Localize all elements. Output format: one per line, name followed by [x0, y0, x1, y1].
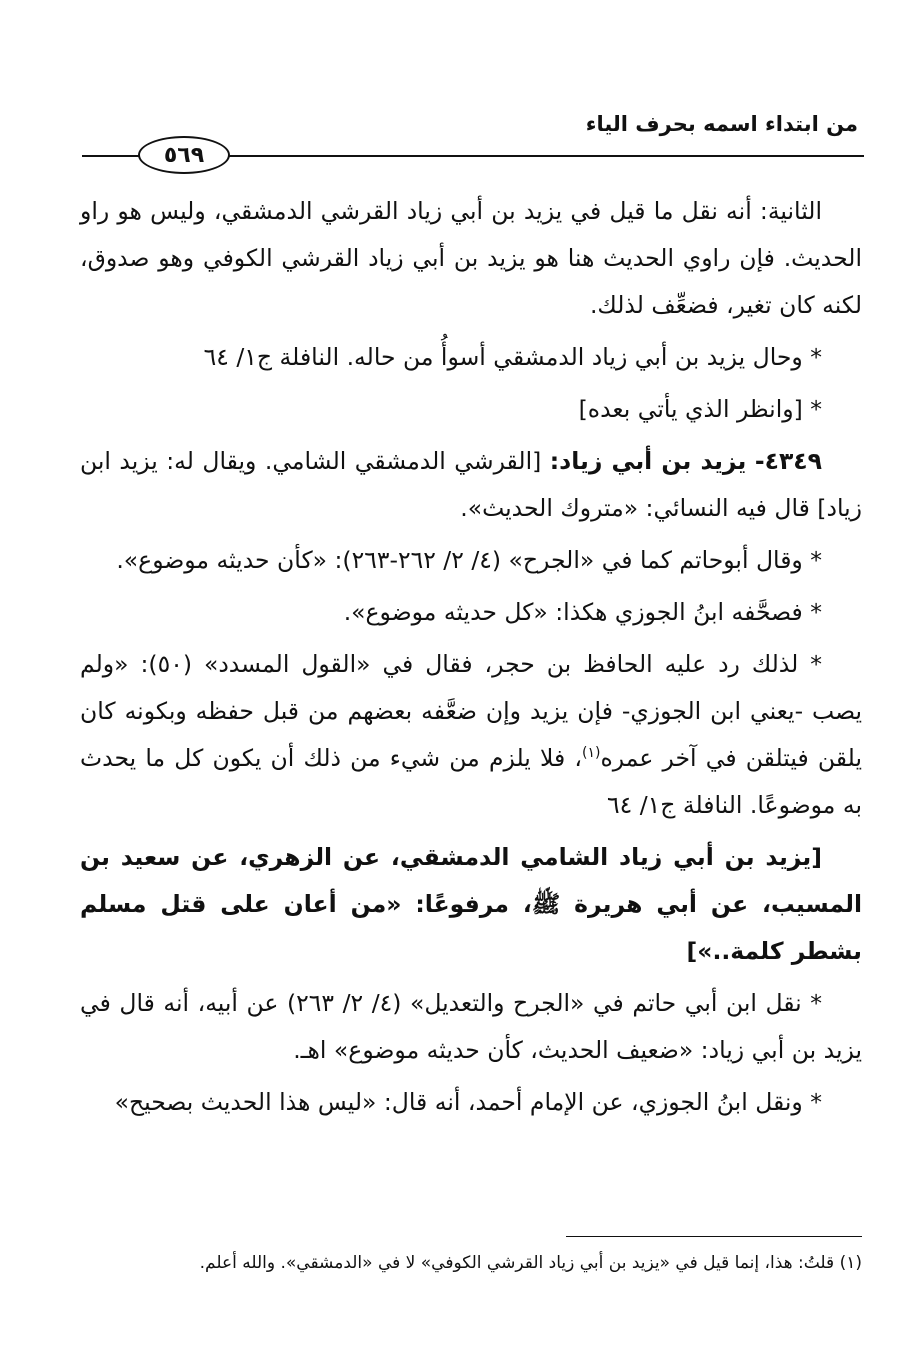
page-number: ٥٦٩ — [138, 136, 230, 174]
footnote: (١) قلتُ: هذا، إنما قيل في «يزيد بن أبي زياد القرشي الكوفي» لا في «الدمشقي». والله أعلم. — [199, 1253, 862, 1273]
paragraph-ibn-jawzi: * فصحَّفه ابنُ الجوزي هكذا: «كل حديثه موضوع». — [343, 598, 822, 626]
hadith-chain: يزيد بن أبي زياد الشامي الدمشقي، عن الزهري، عن سعيد بن المسيب، عن أبي هريرة ﷺ، مرفوعًا: «من أعان على قتل مسلم بشطر كلمة..» — [80, 843, 862, 965]
hadith-open-bracket: [ — [811, 843, 822, 871]
footnote-rule — [566, 1236, 862, 1237]
paragraph-imam-ahmad: * ونقل ابنُ الجوزي، عن الإمام أحمد، أنه قال: «ليس هذا الحديث بصحيح» — [114, 1088, 822, 1116]
entry-4349 — [80, 438, 862, 532]
hajar-text-b: ، فلا يلزم من شيء من ذلك أن يكون كل ما يحدث به موضوعًا. النافلة ج١/ ٦٤ — [80, 744, 862, 819]
paragraph-second-point: الثانية: أنه نقل ما قيل في يزيد بن أبي زياد القرشي الدمشقي، وليس هو راو الحديث. فإن راوي الحديث هنا هو يزيد بن أبي زياد القرشي الكوفي وهو صدوق، لكنه كان تغير، فضعِّف لذلك. — [80, 197, 862, 319]
entry-name: يزيد بن أبي زياد: — [549, 447, 747, 475]
entry-text: [القرشي الدمشقي الشامي. ويقال له: يزيد ابن زياد] قال فيه النسائي: «متروك الحديث». — [80, 447, 862, 522]
paragraph-see-next: * [وانظر الذي يأتي بعده] — [578, 395, 822, 423]
hadith-heading — [80, 834, 862, 975]
paragraph-ibn-abi-hatim: * نقل ابن أبي حاتم في «الجرح والتعديل» (٤/ ٢/ ٢٦٣) عن أبيه، أنه قال في يزيد بن أبي زياد: «ضعيف الحديث، كأن حديثه موضوع» اهـ. — [80, 989, 862, 1064]
hadith-close-bracket: ] — [686, 937, 698, 965]
entry-number: ٤٣٤٩- — [754, 447, 822, 475]
paragraph-ibn-hajar — [80, 641, 862, 829]
running-header-title: من ابتداء اسمه بحرف الياء — [585, 112, 858, 136]
footnote-marker: (١) — [582, 745, 601, 762]
paragraph-damascene-note: * وحال يزيد بن أبي زياد الدمشقي أسوأُ من حاله. النافلة ج١/ ٦٤ — [203, 343, 822, 371]
main-text — [80, 188, 862, 1131]
hajar-text-a: * لذلك رد عليه الحافظ بن حجر، فقال في «القول المسدد» (٥٠): «ولم يصب -يعني ابن الجوزي- فإن يزيد وإن ضعَّفه بعضهم من قبل حفظه وبكونه كان يلقن فيتلقن في آخر عمره — [80, 650, 862, 772]
paragraph-abu-hatim: * وقال أبوحاتم كما في «الجرح» (٤/ ٢/ ٢٦٢-٢٦٣): «كأن حديثه موضوع». — [116, 546, 822, 574]
